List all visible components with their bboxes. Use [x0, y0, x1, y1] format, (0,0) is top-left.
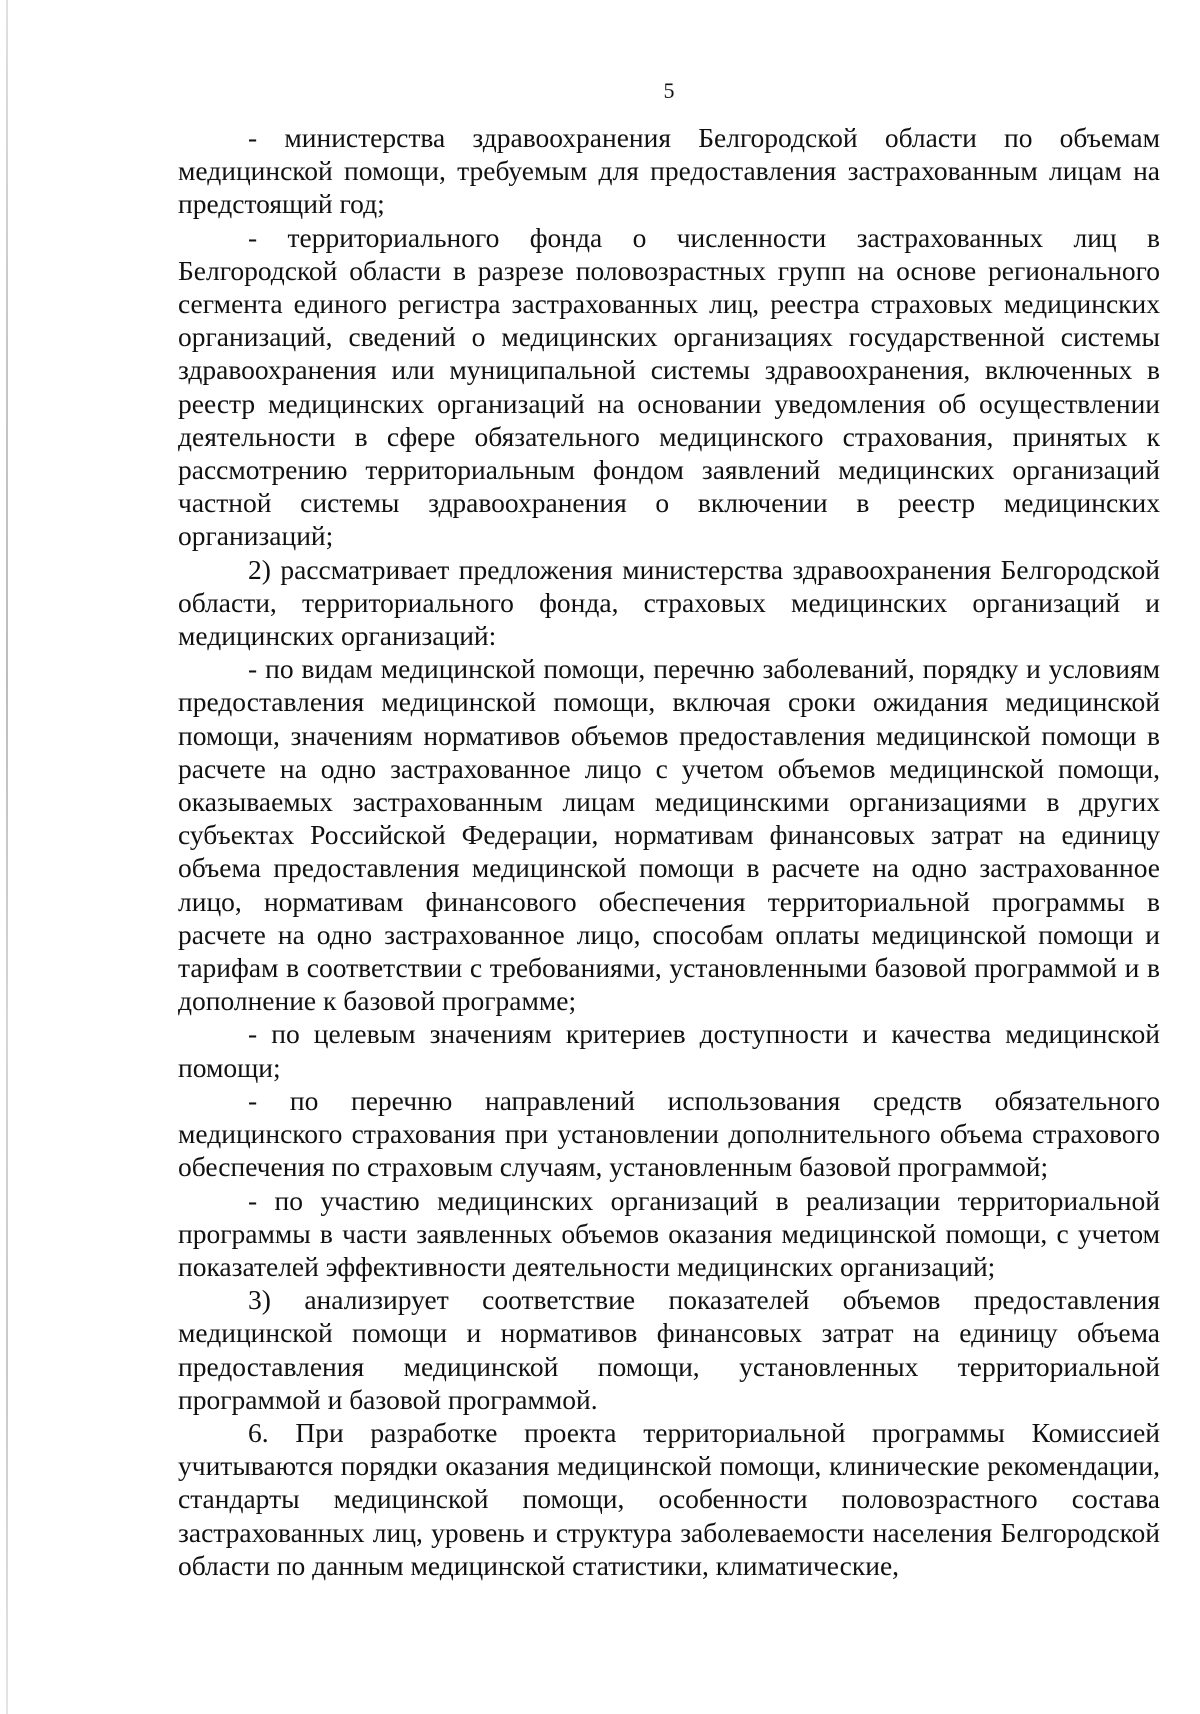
paragraph-organization-participation: - по участию медицинских организаций в реализации территориальной программы в части заявленных объемов оказания медицинской помощи, с учетом показателей эффективности деятельности медицинских организаций;	[178, 1184, 1160, 1282]
page-number: 5	[663, 78, 675, 103]
paragraph-ministry-proposals: - министерства здравоохранения Белгородской области по объемам медицинской помощи, требуемым для предоставления застрахованным лицам на предстоящий год;	[178, 122, 1160, 220]
paragraph-territorial-fund-data: - территориального фонда о численности застрахованных лиц в Белгородской области в разрезе половозрастных групп на основе регионального сегмента единого регистра застрахованных лиц, реестра страховых медицинских организаций, сведений о медицинских организациях государственной системы здравоохранения или муниципальной системы здравоохранения, включенных в реестр медицинских организаций на основании уведомления об осуществлении деятельности в сфере обязательного медицинского страхования, принятых к рассмотрению территориальным фондом заявлений медицинских организаций частной системы здравоохранения о включении в реестр медицинских организаций;	[178, 221, 1160, 552]
document-body	[178, 121, 1160, 1582]
paragraph-types-of-care: - по видам медицинской помощи, перечню заболеваний, порядку и условиям предоставления медицинской помощи, включая сроки ожидания медицинской помощи, значениям нормативов объемов предоставления медицинской помощи в расчете на одно застрахованное лицо с учетом объемов медицинской помощи, оказываемых застрахованным лицам медицинскими организациями в других субъектах Российской Федерации, нормативам финансовых затрат на единицу объема предоставления медицинской помощи в расчете на одно застрахованное лицо, нормативам финансового обеспечения территориальной программы в расчете на одно застрахованное лицо, способам оплаты медицинской помощи и тарифам в соответствии с требованиями, установленными базовой программой и в дополнение к базовой программе;	[178, 653, 1160, 1017]
paragraph-funds-directions: - по перечню направлений использования средств обязательного медицинского страхования при установлении дополнительного объема страхового обеспечения по страховым случаям, установленным базовой программой;	[178, 1084, 1160, 1183]
paragraph-item-3: 3) анализирует соответствие показателей объемов предоставления медицинской помощи и нормативов финансовых затрат на единицу объема предоставления медицинской помощи, установленных территориальной программой и базовой программой.	[178, 1284, 1160, 1415]
paragraph-section-6: 6. При разработке проекта территориальной программы Комиссией учитываются порядки оказания медицинской помощи, клинические рекомендации, стандарты медицинской помощи, особенности половозрастного состава застрахованных лиц, уровень и структура заболеваемости населения Белгородской области по данным медицинской статистики, климатические,	[178, 1416, 1160, 1581]
paragraph-target-criteria: - по целевым значениям критериев доступности и качества медицинской помощи;	[178, 1018, 1160, 1083]
paragraph-item-2: 2) рассматривает предложения министерства здравоохранения Белгородской области, территориального фонда, страховых медицинских организаций и медицинских организаций:	[178, 553, 1160, 652]
scan-edge-line	[6, 0, 8, 1714]
